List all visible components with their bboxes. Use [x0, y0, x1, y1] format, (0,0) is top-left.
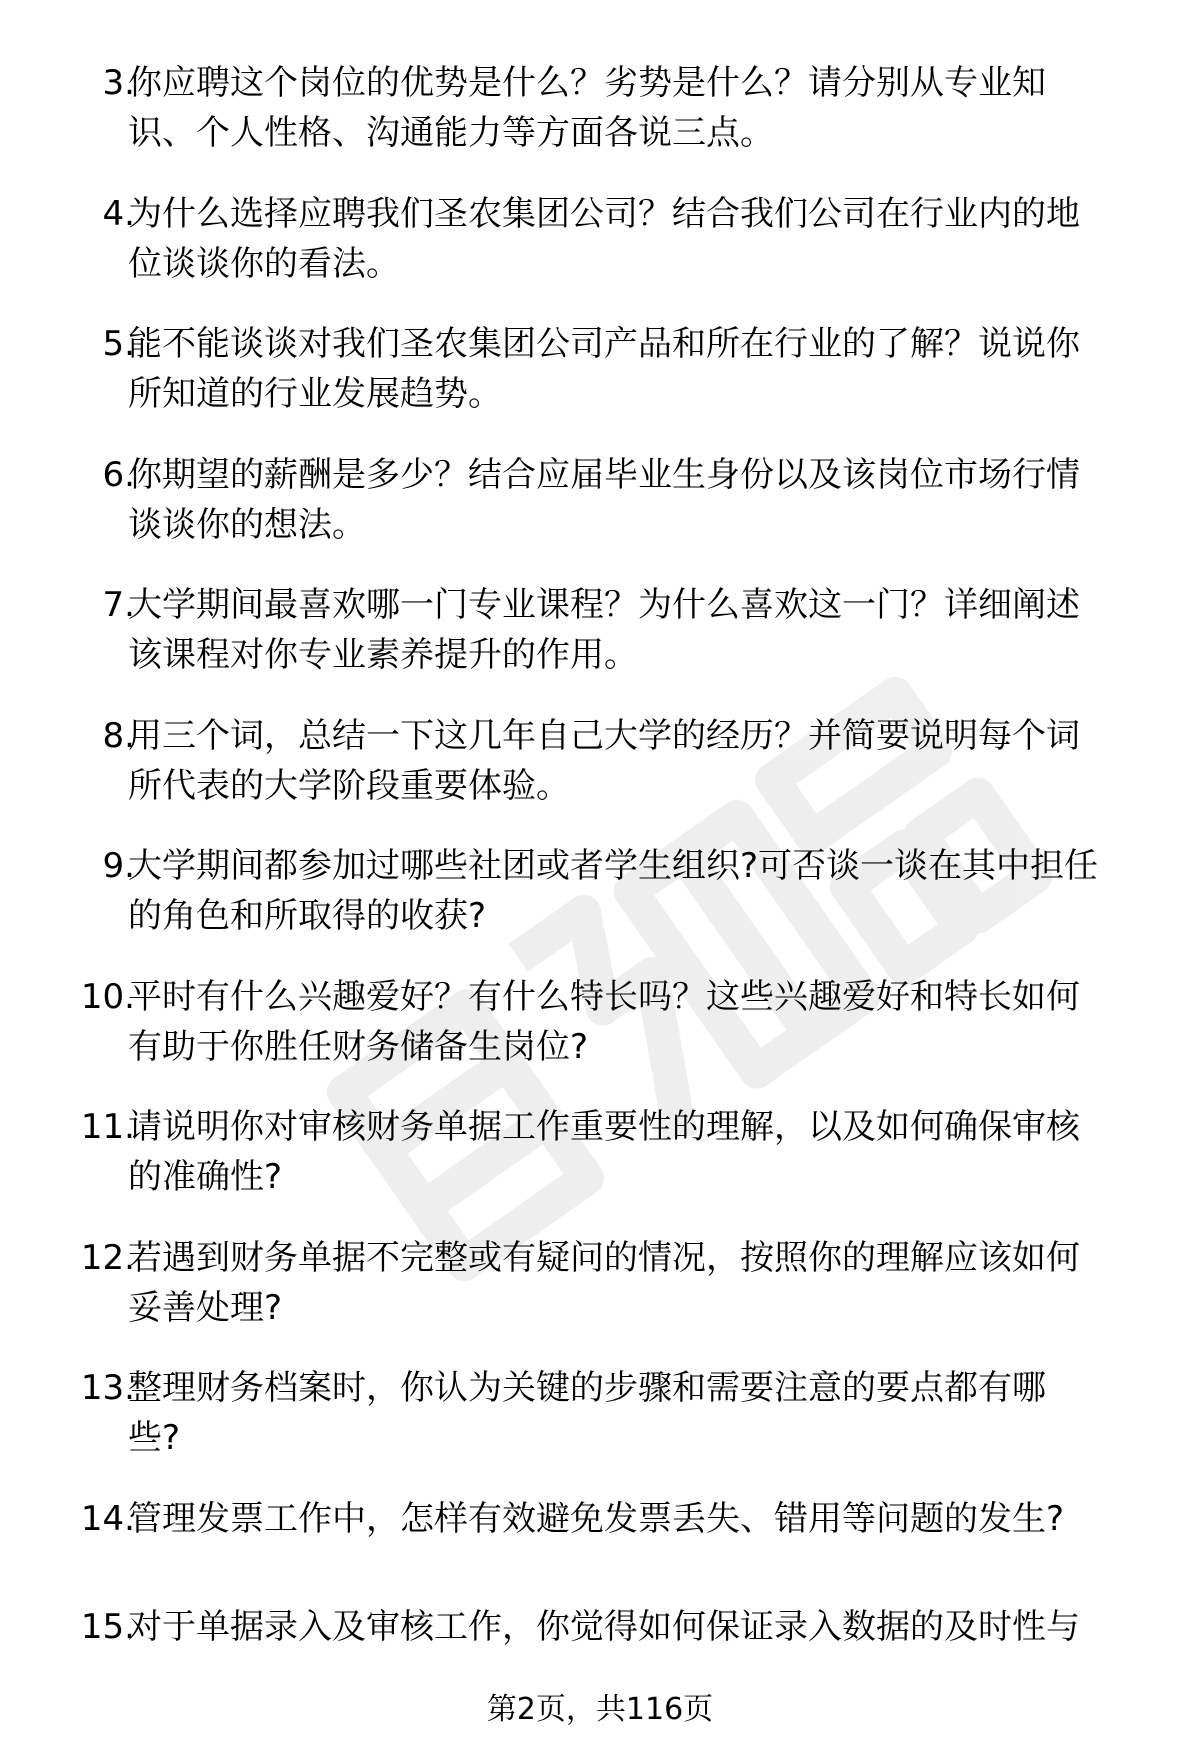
question-item [0, 580, 1200, 711]
question-line: 为什么选择应聘我们圣农集团公司？结合我们公司在行业内的地 [128, 193, 1080, 234]
question-text [128, 580, 1148, 680]
question-text [128, 841, 1148, 941]
question-number: 5. [102, 324, 135, 364]
question-text [128, 1494, 1148, 1544]
question-number: 7. [102, 585, 135, 625]
question-number: 6. [102, 454, 135, 495]
question-number: 4. [102, 193, 135, 234]
question-number: 10. [80, 976, 135, 1017]
question-line: 所知道的行业发展趋势。 [128, 374, 502, 414]
question-text [128, 1602, 1148, 1652]
question-number: 3. [102, 63, 135, 103]
question-text [128, 189, 1148, 289]
question-item [0, 450, 1200, 581]
question-line: 大学期间最喜欢哪一门专业课程？为什么喜欢这一门？详细阐述 [128, 585, 1080, 625]
question-line: 若遇到财务单据不完整或有疑问的情况，按照你的理解应该如何 [128, 1237, 1080, 1278]
question-line: 整理财务档案时，你认为关键的步骤和需要注意的要点都有哪 [128, 1368, 1046, 1408]
question-line: 你期望的薪酬是多少？结合应届毕业生身份以及该岗位市场行情 [128, 454, 1080, 495]
question-text [128, 1363, 1148, 1463]
question-line: 管理发票工作中，怎样有效避免发票丢失、错用等问题的发生? [128, 1498, 1065, 1539]
question-item [0, 711, 1200, 842]
question-number: 12. [80, 1237, 135, 1278]
question-item [0, 1494, 1200, 1602]
question-item [0, 1102, 1200, 1233]
question-item [0, 841, 1200, 972]
question-item [0, 189, 1200, 320]
question-line: 大学期间都参加过哪些社团或者学生组织?可否谈一谈在其中担任 [128, 846, 1099, 886]
question-item [0, 319, 1200, 450]
question-line: 所代表的大学阶段重要体验。 [128, 765, 570, 806]
question-line: 平时有什么兴趣爱好？有什么特长吗？这些兴趣爱好和特长如何 [128, 976, 1080, 1017]
question-item [0, 58, 1200, 189]
question-line: 的角色和所取得的收获? [128, 896, 487, 936]
question-line: 你应聘这个岗位的优势是什么？劣势是什么？请分别从专业知 [128, 63, 1046, 103]
question-number: 13. [80, 1368, 135, 1408]
question-item [0, 972, 1200, 1103]
question-text [128, 319, 1148, 419]
question-line: 位谈谈你的看法。 [128, 243, 400, 284]
question-text [128, 450, 1148, 550]
question-line: 能不能谈谈对我们圣农集团公司产品和所在行业的了解？说说你 [128, 324, 1080, 364]
question-list [0, 58, 1200, 1732]
question-line: 有助于你胜任财务储备生岗位? [128, 1026, 589, 1067]
question-number: 14. [80, 1498, 135, 1539]
question-line: 谈谈你的想法。 [128, 504, 366, 545]
question-line: 对于单据录入及审核工作，你觉得如何保证录入数据的及时性与 [128, 1606, 1080, 1647]
question-text [128, 58, 1148, 158]
question-item [0, 1233, 1200, 1364]
question-text [128, 1102, 1148, 1202]
question-line: 该课程对你专业素养提升的作用。 [128, 635, 638, 675]
question-number: 9. [102, 846, 135, 886]
question-text [128, 972, 1148, 1072]
question-text [128, 711, 1148, 811]
question-text [128, 1233, 1148, 1333]
question-line: 请说明你对审核财务单据工作重要性的理解，以及如何确保审核 [128, 1107, 1080, 1147]
question-number: 15. [80, 1606, 135, 1647]
question-line: 用三个词，总结一下这几年自己大学的经历？并简要说明每个词 [128, 715, 1080, 756]
question-line: 妥善处理? [128, 1287, 283, 1328]
page-indicator: 第2页，共116页 [486, 1692, 714, 1727]
question-line: 的准确性? [128, 1157, 283, 1197]
question-number: 8. [102, 715, 135, 756]
question-line: 识、个人性格、沟通能力等方面各说三点。 [128, 113, 774, 153]
question-number: 11. [80, 1107, 135, 1147]
question-line: 些? [128, 1418, 181, 1458]
question-item [0, 1363, 1200, 1494]
